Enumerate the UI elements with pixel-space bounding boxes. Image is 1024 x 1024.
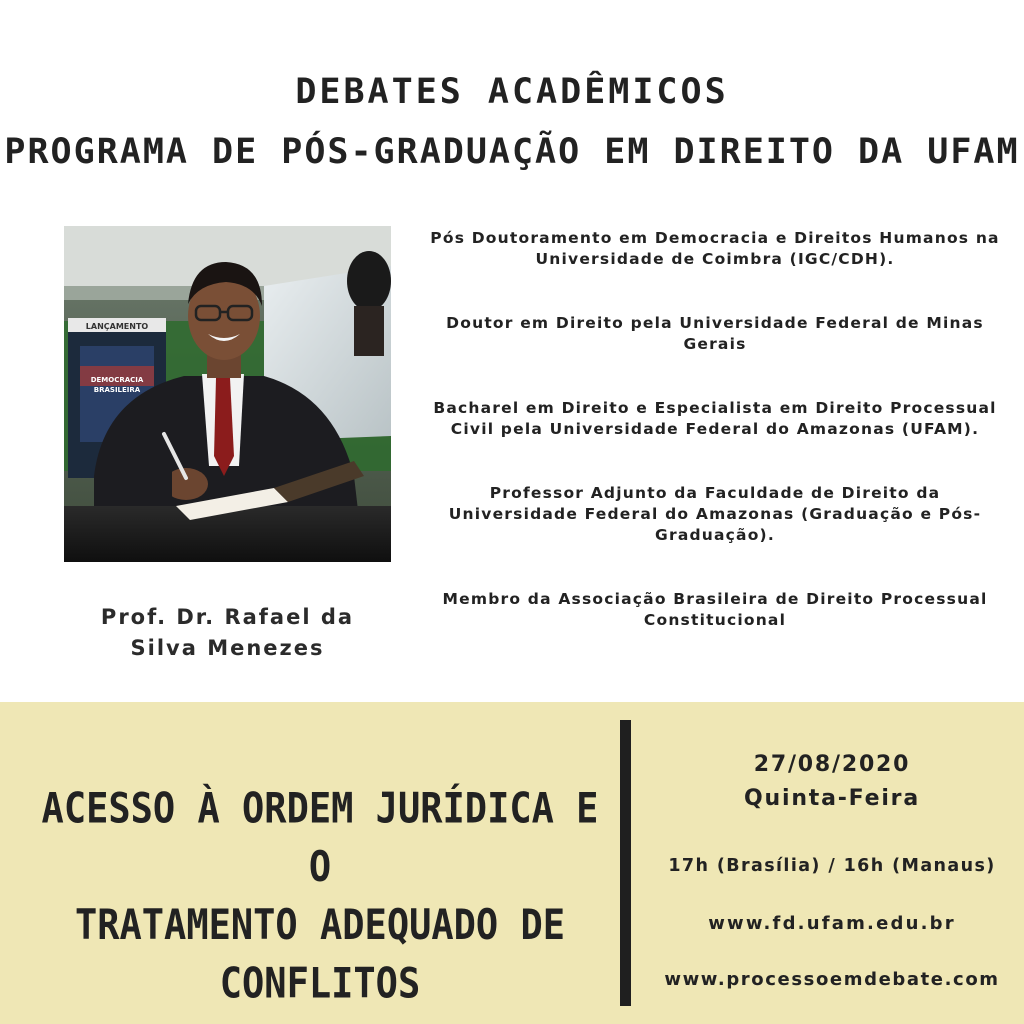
credential-membership	[410, 589, 1020, 631]
credential-postdoc	[410, 228, 1020, 270]
credential-line: Gerais	[683, 335, 747, 353]
credential-line: Constitucional	[643, 611, 787, 629]
credential-bachelor	[410, 398, 1020, 440]
credential-line: Doutor em Direito pela Universidade Federal de Minas	[446, 314, 984, 332]
credential-line: Graduação).	[655, 526, 775, 544]
speaker-name-line1: Prof. Dr. Rafael da	[100, 605, 355, 629]
credential-line: Civil pela Universidade Federal do Amazonas (UFAM).	[450, 420, 980, 438]
speaker-name	[64, 602, 391, 664]
credential-line: Bacharel em Direito e Especialista em Direito Processual	[433, 399, 997, 417]
credential-line: Universidade Federal do Amazonas (Graduação e Pós-	[448, 505, 982, 523]
credential-line: Universidade de Coimbra (IGC/CDH).	[535, 250, 895, 268]
speaker-name-line2: Silva Menezes	[130, 636, 325, 660]
event-weekday: Quinta-Feira	[744, 786, 920, 811]
banner-text: LANÇAMENTO	[85, 322, 149, 331]
event-time: 17h (Brasília) / 16h (Manaus)	[668, 856, 996, 876]
processoemdebate-website-link[interactable]: www.processoemdebate.com	[664, 969, 1000, 990]
topic-line: ACESSO À ORDEM JURÍDICA E O	[41, 784, 599, 891]
program-title: PROGRAMA DE PÓS-GRADUAÇÃO EM DIREITO DA UFAM	[4, 132, 1020, 172]
credential-line: Pós Doutoramento em Democracia e Direitos Humanos na	[430, 229, 1000, 247]
credential-line: Membro da Associação Brasileira de Direito Processual	[442, 590, 988, 608]
book-cover-text-2: BRASILEIRA	[93, 386, 141, 394]
credential-professor	[410, 483, 1020, 546]
speaker-photo	[64, 226, 391, 562]
book-cover-text-1: DEMOCRACIA	[90, 376, 144, 384]
credential-line: Professor Adjunto da Faculdade de Direito da	[489, 484, 941, 502]
lecture-topic	[30, 780, 610, 1013]
speaker-photo-illustration	[64, 226, 391, 562]
topic-line: CONFLITOS	[219, 959, 421, 1008]
event-date: 27/08/2020	[753, 752, 911, 777]
vertical-divider	[620, 720, 631, 1006]
faculty-website-link[interactable]: www.fd.ufam.edu.br	[708, 913, 956, 934]
credential-doctorate	[410, 313, 1020, 355]
event-series-title: DEBATES ACADÊMICOS	[295, 72, 729, 112]
topic-line: TRATAMENTO ADEQUADO DE	[74, 900, 566, 950]
